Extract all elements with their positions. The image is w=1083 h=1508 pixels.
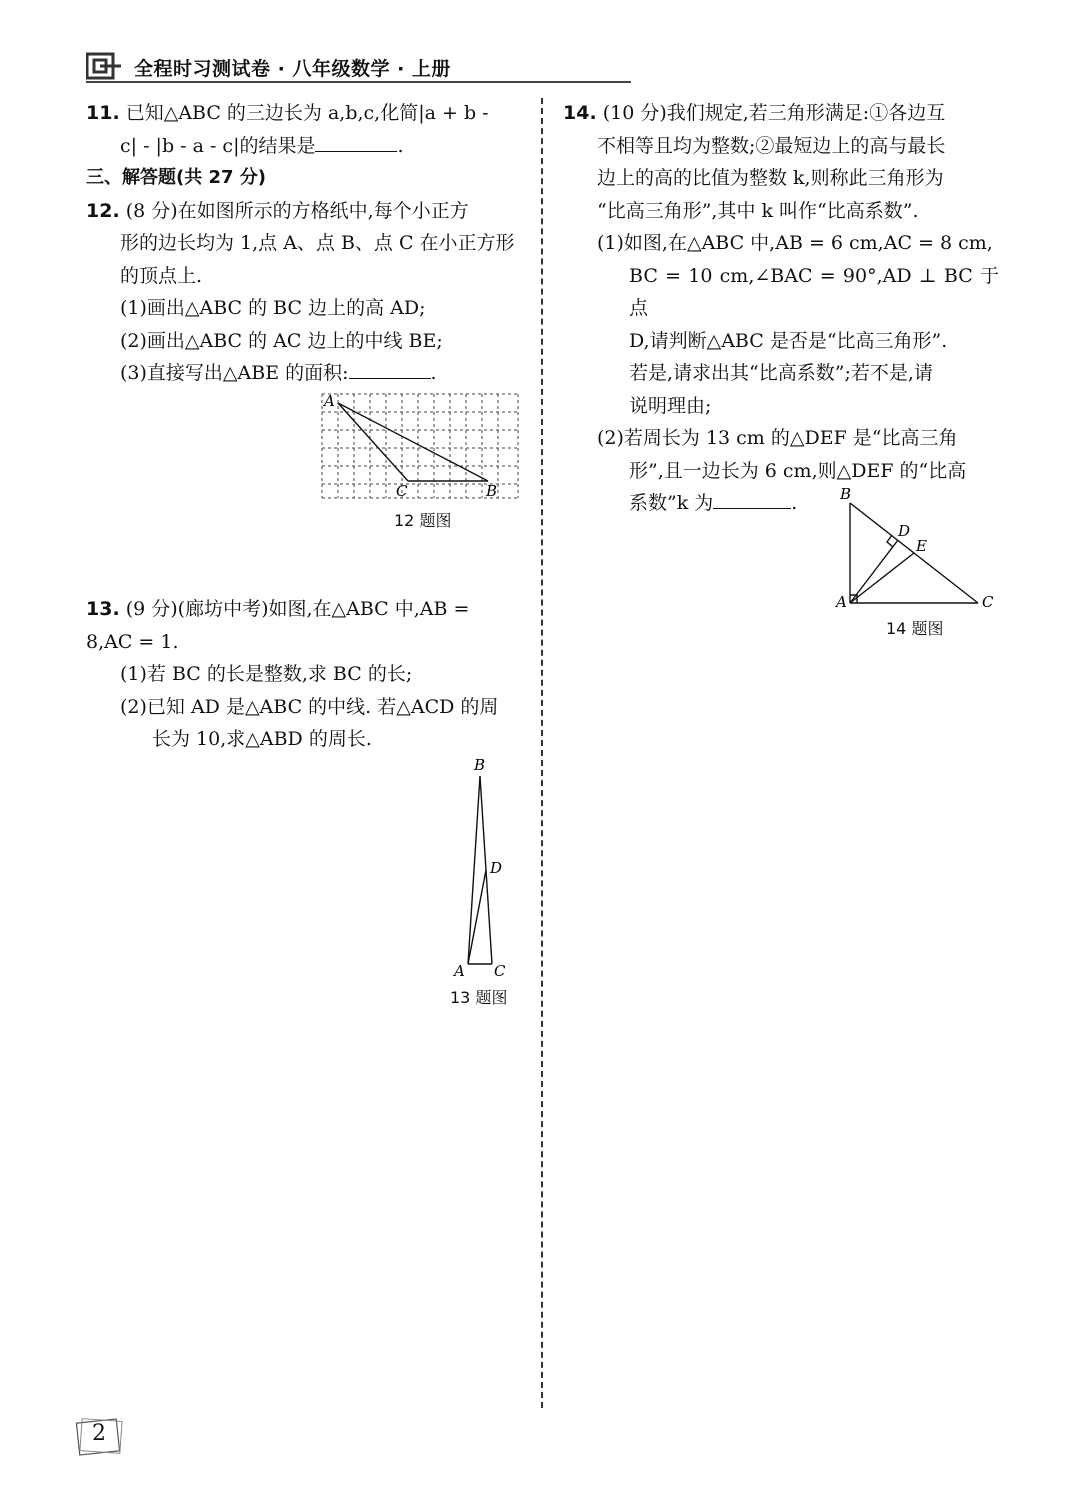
question-13-sub-1: (1)若 BC 的长是整数,求 BC 的长;	[120, 663, 413, 685]
question-14-sub-1e: 说明理由;	[629, 394, 712, 417]
punctuation: .	[430, 362, 437, 384]
question-14-sub-2a: (2)若周长为 13 cm 的△DEF 是“比高三角	[597, 427, 958, 449]
punctuation: .	[791, 492, 798, 514]
question-number: 14.	[563, 102, 597, 124]
question-13-line-1	[86, 593, 522, 626]
point-label-a: A	[454, 962, 465, 980]
point-label-b: B	[840, 485, 852, 503]
answer-blank[interactable]	[315, 131, 397, 152]
question-text: 已知△ABC 的三边长为 a,b,c,化简|a + b -	[119, 102, 489, 124]
answer-blank[interactable]	[349, 358, 431, 379]
question-text: c| - |b - a - c|的结果是	[120, 134, 316, 157]
triangle-abc	[468, 776, 492, 964]
figure-13-triangle	[448, 752, 518, 980]
point-label-a: A	[836, 593, 847, 611]
page-header	[86, 52, 631, 82]
question-12-sub-2: (2)画出△ABC 的 AC 边上的中线 BE;	[120, 329, 443, 352]
point-label-e: E	[916, 537, 927, 555]
figure-13-caption: 13 题图	[450, 988, 508, 1007]
point-label-c: C	[396, 482, 408, 500]
question-12-line-1	[86, 195, 522, 228]
figure-14-right-triangle	[830, 485, 1000, 615]
question-12-line-2: 形的边长均为 1,点 A、点 B、点 C 在小正方形	[120, 232, 515, 254]
triangle-abc	[850, 503, 978, 603]
question-14-line-4: “比高三角形”,其中 k 叫作“比高系数”.	[597, 199, 919, 222]
header-title: 全程时习测试卷 · 八年级数学 · 上册	[134, 58, 451, 80]
question-14-line-3: 边上的高的比值为整数 k,则称此三角形为	[597, 167, 944, 189]
question-13-block	[86, 593, 522, 756]
answer-blank[interactable]	[713, 488, 791, 509]
section-heading: 三、解答题(共 27 分)	[86, 167, 267, 188]
question-number: 11.	[86, 102, 120, 124]
figure-14-caption: 14 题图	[886, 619, 944, 638]
page-number-badge	[74, 1415, 126, 1459]
question-14-line-2: 不相等且均为整数;②最短边上的高与最长	[597, 134, 946, 157]
point-label-c: C	[494, 962, 506, 980]
question-12-sub-1: (1)画出△ABC 的 BC 边上的高 AD;	[120, 297, 426, 319]
point-label-d: D	[898, 522, 911, 540]
question-text: (3)直接写出△ABE 的面积:	[120, 362, 349, 384]
question-text: (9 分)(廊坊中考)如图,在△ABC 中,AB =	[119, 598, 470, 620]
question-14-sub-1d: 若是,请求出其“比高系数”;若不是,请	[629, 362, 933, 384]
point-label-d: D	[490, 859, 503, 877]
question-14-line-1	[563, 97, 999, 130]
right-column	[563, 97, 999, 520]
question-11-line-2	[86, 130, 522, 163]
column-divider	[541, 98, 543, 1408]
question-number: 12.	[86, 199, 120, 222]
question-13-sub-2b: 长为 10,求△ABD 的周长.	[152, 728, 372, 750]
question-text: (8 分)在如图所示的方格纸中,每个小正方	[119, 199, 469, 222]
figure-12-grid	[318, 390, 523, 505]
question-12-sub-3	[86, 357, 522, 390]
question-text: (10 分)我们规定,若三角形满足:①各边互	[596, 102, 946, 124]
question-text: 系数”k 为	[629, 492, 714, 514]
punctuation: .	[397, 134, 404, 157]
question-number: 13.	[86, 598, 120, 620]
page-number: 2	[92, 1421, 106, 1446]
question-12-line-3: 的顶点上.	[120, 264, 203, 287]
question-14-sub-1c: D,请判断△ABC 是否是“比高三角形”.	[629, 329, 948, 352]
point-label-a: A	[324, 392, 335, 410]
question-11-line-1	[86, 97, 522, 130]
question-13-line-2: 8,AC = 1.	[86, 630, 179, 653]
question-13-sub-2a: (2)已知 AD 是△ABC 的中线. 若△ACD 的周	[120, 695, 499, 718]
question-14-sub-1b: BC = 10 cm,∠BAC = 90°,AD ⊥ BC 于点	[629, 264, 999, 319]
question-14-sub-1a: (1)如图,在△ABC 中,AB = 6 cm,AC = 8 cm,	[597, 232, 993, 254]
figure-12-caption: 12 题图	[394, 511, 452, 530]
point-label-b: B	[486, 482, 498, 500]
question-14-sub-2b: 形”,且一边长为 6 cm,则△DEF 的“比高	[629, 459, 967, 482]
point-label-b: B	[474, 756, 486, 774]
left-column	[86, 97, 522, 390]
point-label-c: C	[982, 593, 994, 611]
book-series-logo-icon	[86, 52, 122, 80]
header-rule	[86, 81, 631, 83]
